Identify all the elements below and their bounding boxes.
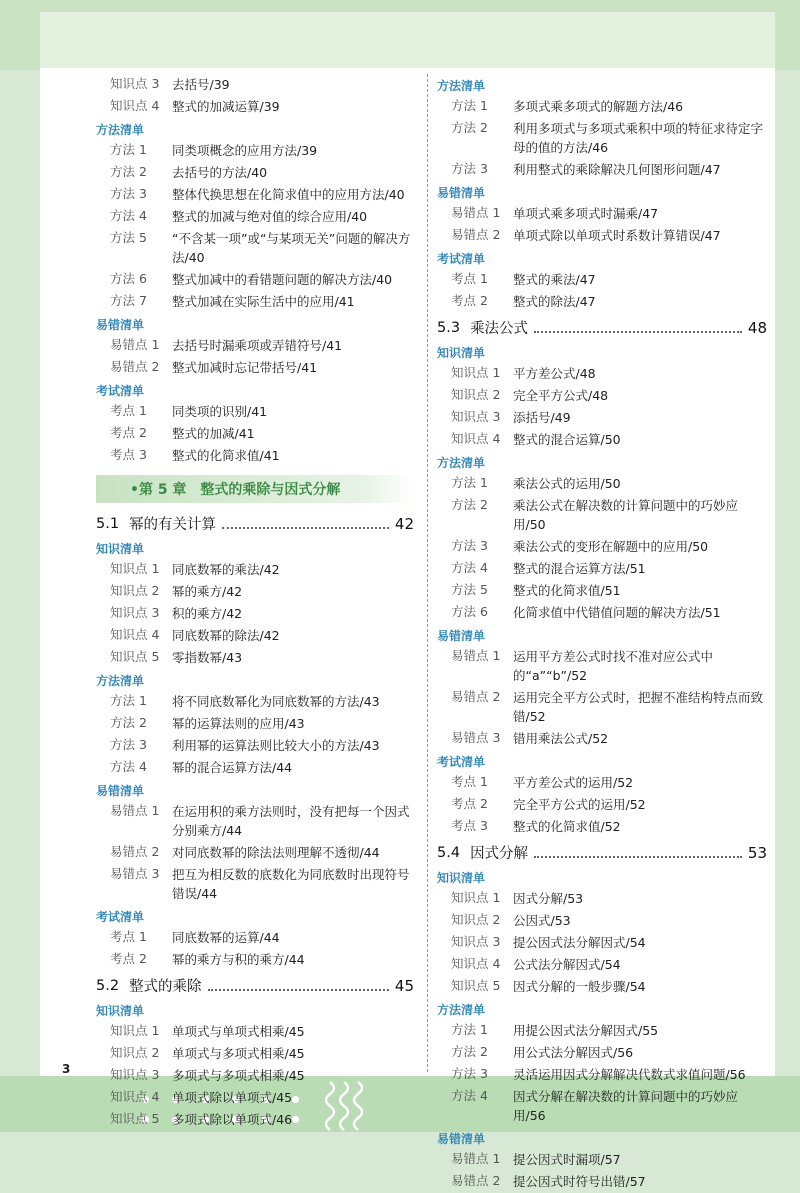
toc-entry[interactable]	[437, 728, 767, 750]
entry-code: 知识点 2	[110, 1045, 160, 1060]
entry-text: 对同底数幂的除法法则理解不透彻/44	[172, 845, 380, 860]
toc-entry[interactable]	[437, 976, 767, 998]
entry-code: 方法 1	[451, 1022, 488, 1037]
section-page: 48	[747, 318, 767, 337]
entry-code: 知识点 2	[451, 912, 501, 927]
entry-code: 知识点 5	[110, 649, 160, 664]
toc-entry[interactable]	[437, 536, 767, 558]
entry-text: 错用乘法公式/52	[513, 731, 609, 746]
category-heading: 方法清单	[437, 456, 486, 470]
entry-text: 利用幂的运算法则比较大小的方法/43	[172, 738, 380, 753]
entry-code: 知识点 4	[110, 98, 160, 113]
entry-code: 考点 3	[110, 447, 147, 462]
category-heading: 方法清单	[96, 674, 145, 688]
toc-entry[interactable]	[437, 1149, 767, 1171]
category-heading: 易错清单	[437, 629, 486, 643]
entry-code: 方法 1	[110, 142, 147, 157]
entry-code: 方法 4	[110, 208, 147, 223]
category-heading: 知识清单	[437, 871, 486, 885]
toc-entry[interactable]	[437, 954, 767, 976]
entry-code: 方法 3	[110, 737, 147, 752]
entry-text: 运用平方差公式时找不准对应公式中的“a”“b”/52	[513, 649, 714, 683]
entry-text: 整式的加减/41	[172, 426, 255, 441]
entry-code: 知识点 3	[451, 934, 501, 949]
dot-leader	[534, 856, 742, 858]
page-number: 3	[62, 1062, 71, 1076]
entry-text: 灵活运用因式分解解决代数式求值问题/56	[513, 1067, 746, 1082]
entry-code: 易错点 2	[110, 844, 160, 859]
toc-entry[interactable]	[437, 602, 767, 624]
section-page: 42	[394, 514, 414, 533]
toc-entry[interactable]	[96, 96, 414, 118]
entry-text: 单项式除以单项式/45	[172, 1090, 293, 1105]
toc-entry[interactable]	[96, 864, 414, 905]
entry-code: 考点 1	[110, 929, 147, 944]
section-title: 整式的乘除	[129, 979, 202, 995]
toc-entry[interactable]	[437, 1020, 767, 1042]
toc-entry[interactable]	[96, 269, 414, 291]
entry-text: 同底数幂的运算/44	[172, 930, 280, 945]
section-page: 45	[394, 976, 414, 995]
toc-entry[interactable]	[437, 118, 767, 159]
entry-text: 提公因式时漏项/57	[513, 1152, 621, 1167]
toc-entry[interactable]	[437, 1086, 767, 1127]
entry-code: 易错点 3	[451, 730, 501, 745]
toc-entry[interactable]	[96, 74, 414, 96]
toc-entry[interactable]	[96, 335, 414, 357]
entry-code: 知识点 4	[110, 627, 160, 642]
entry-text: 整式的乘法/47	[513, 272, 596, 287]
section-heading[interactable]	[96, 971, 414, 999]
entry-code: 考点 1	[110, 403, 147, 418]
toc-entry[interactable]	[437, 580, 767, 602]
category-heading: 易错清单	[437, 186, 486, 200]
entry-code: 方法 3	[451, 1066, 488, 1081]
toc-entry[interactable]	[437, 558, 767, 580]
entry-text: 将不同底数幂化为同底数幂的方法/43	[172, 694, 380, 709]
toc-entry[interactable]	[96, 184, 414, 206]
entry-text: 整式的除法/47	[513, 294, 596, 309]
dot-leader	[222, 527, 389, 529]
entry-code: 知识点 1	[451, 890, 501, 905]
entry-code: 方法 2	[110, 715, 147, 730]
toc-entry[interactable]	[96, 228, 414, 269]
category-heading: 考试清单	[437, 755, 486, 769]
entry-code: 知识点 2	[451, 387, 501, 402]
toc-entry[interactable]	[437, 646, 767, 687]
toc-entry[interactable]	[96, 1065, 414, 1087]
entry-text: 同类项概念的应用方法/39	[172, 143, 318, 158]
entry-code: 考点 3	[451, 818, 488, 833]
entry-code: 考点 1	[451, 774, 488, 789]
toc-entry[interactable]	[437, 1064, 767, 1086]
toc-entry[interactable]	[96, 603, 414, 625]
section-heading[interactable]	[96, 509, 414, 537]
entry-code: 考点 2	[110, 951, 147, 966]
toc-entry[interactable]	[96, 291, 414, 313]
entry-text: 单项式除以单项式时系数计算错误/47	[513, 228, 721, 243]
section-number: 5.4	[437, 844, 461, 861]
entry-text: 因式分解在解决数的计算问题中的巧妙应用/56	[513, 1089, 739, 1123]
entry-code: 知识点 3	[110, 605, 160, 620]
toc-entry[interactable]	[437, 772, 767, 794]
toc-entry[interactable]	[96, 559, 414, 581]
entry-text: 整式的混合运算方法/51	[513, 561, 646, 576]
entry-text: 因式分解/53	[513, 891, 584, 906]
toc-entry[interactable]	[437, 932, 767, 954]
entry-text: 平方差公式的运用/52	[513, 775, 634, 790]
entry-text: 单项式与多项式相乘/45	[172, 1046, 305, 1061]
entry-text: 利用多项式与多项式乘积中项的特征求待定字母的值的方法/46	[513, 121, 764, 155]
toc-entry[interactable]	[96, 162, 414, 184]
toc-entry[interactable]	[96, 757, 414, 779]
toc-entry[interactable]	[96, 445, 414, 467]
entry-code: 知识点 5	[451, 978, 501, 993]
toc-entry[interactable]	[437, 429, 767, 451]
entry-text: 积的乘方/42	[172, 606, 243, 621]
toc-entry[interactable]	[437, 269, 767, 291]
toc-entry[interactable]	[437, 407, 767, 429]
entry-code: 易错点 2	[451, 227, 501, 242]
toc-entry[interactable]	[96, 625, 414, 647]
entry-code: 方法 6	[110, 271, 147, 286]
toc-entry[interactable]	[437, 794, 767, 816]
entry-code: 知识点 3	[451, 409, 501, 424]
entry-text: 零指数幂/43	[172, 650, 243, 665]
entry-code: 方法 2	[451, 120, 488, 135]
entry-code: 易错点 2	[451, 1173, 501, 1188]
toc-entry[interactable]	[437, 159, 767, 181]
entry-code: 方法 2	[110, 164, 147, 179]
entry-code: 知识点 4	[451, 956, 501, 971]
entry-text: 乘法公式在解决数的计算问题中的巧妙应用/50	[513, 498, 739, 532]
section-number: 5.1	[96, 515, 120, 532]
top-decoration	[0, 0, 800, 70]
column-divider	[427, 74, 428, 1072]
section-page: 53	[747, 843, 767, 862]
entry-text: 运用完全平方公式时，把握不准结构特点而致错/52	[513, 690, 764, 724]
entry-code: 方法 2	[451, 497, 488, 512]
toc-entry[interactable]	[96, 140, 414, 162]
toc-entry[interactable]	[96, 801, 414, 842]
entry-code: 知识点 4	[451, 431, 501, 446]
entry-text: 整式的混合运算/50	[513, 432, 621, 447]
entry-code: 易错点 1	[451, 648, 501, 663]
entry-code: 知识点 1	[451, 365, 501, 380]
entry-text: 乘法公式的变形在解题中的应用/50	[513, 539, 709, 554]
entry-code: 方法 4	[451, 560, 488, 575]
entry-code: 知识点 4	[110, 1089, 160, 1104]
entry-code: 考点 2	[451, 796, 488, 811]
entry-text: 平方差公式/48	[513, 366, 596, 381]
entry-text: 添括号/49	[513, 410, 571, 425]
toc-entry[interactable]	[437, 473, 767, 495]
entry-text: 利用整式的乘除解决几何图形问题/47	[513, 162, 721, 177]
entry-text: 同底数幂的除法/42	[172, 628, 280, 643]
toc-entry[interactable]	[96, 206, 414, 228]
entry-code: 方法 5	[451, 582, 488, 597]
entry-text: 整式加减中的看错题问题的解决方法/40	[172, 272, 393, 287]
entry-code: 易错点 1	[110, 803, 160, 818]
entry-text: 去括号的方法/40	[172, 165, 268, 180]
entry-text: 单项式与单项式相乘/45	[172, 1024, 305, 1039]
entry-text: 去括号时漏乘项或弄错符号/41	[172, 338, 343, 353]
toc-entry[interactable]	[96, 1087, 414, 1109]
toc-entry[interactable]	[437, 385, 767, 407]
toc-entry[interactable]	[437, 888, 767, 910]
entry-code: 考点 1	[451, 271, 488, 286]
entry-text: 多项式除以单项式/46	[172, 1112, 293, 1127]
entry-code: 方法 2	[451, 1044, 488, 1059]
entry-text: 多项式乘多项式的解题方法/46	[513, 99, 684, 114]
entry-text: 乘法公式的运用/50	[513, 476, 621, 491]
toc-entry[interactable]	[437, 203, 767, 225]
entry-text: 同类项的识别/41	[172, 404, 268, 419]
category-heading: 考试清单	[96, 910, 145, 924]
category-heading: 方法清单	[96, 123, 145, 137]
entry-code: 方法 6	[451, 604, 488, 619]
category-heading: 方法清单	[437, 1003, 486, 1017]
category-heading: 知识清单	[96, 542, 145, 556]
entry-code: 方法 1	[451, 475, 488, 490]
entry-text: 整式的加减与绝对值的综合应用/40	[172, 209, 368, 224]
entry-code: 方法 1	[110, 693, 147, 708]
entry-code: 方法 4	[110, 759, 147, 774]
entry-text: 用提公因式法分解因式/55	[513, 1023, 659, 1038]
toc-entry[interactable]	[437, 291, 767, 313]
entry-code: 知识点 1	[110, 1023, 160, 1038]
entry-code: 考点 2	[451, 293, 488, 308]
toc-entry[interactable]	[96, 423, 414, 445]
entry-text: 把互为相反数的底数化为同底数时出现符号错误/44	[172, 867, 410, 901]
toc-entry[interactable]	[96, 713, 414, 735]
entry-text: 化简求值中代错值问题的解决方法/51	[513, 605, 721, 620]
dot-leader	[208, 989, 389, 991]
toc-entry[interactable]	[96, 1043, 414, 1065]
entry-text: 去括号/39	[172, 77, 230, 92]
entry-text: 幂的乘方/42	[172, 584, 243, 599]
toc-entry[interactable]	[437, 687, 767, 728]
entry-text: 整式加减在实际生活中的应用/41	[172, 294, 355, 309]
entry-code: 考点 2	[110, 425, 147, 440]
dot-leader	[534, 331, 742, 333]
toc-entry[interactable]	[437, 495, 767, 536]
toc-entry[interactable]	[437, 96, 767, 118]
entry-code: 易错点 1	[110, 337, 160, 352]
toc-entry[interactable]	[437, 1042, 767, 1064]
entry-text: 幂的运算法则的应用/43	[172, 716, 305, 731]
toc-entry[interactable]	[96, 1109, 414, 1131]
toc-entry[interactable]	[437, 910, 767, 932]
entry-code: 方法 1	[451, 98, 488, 113]
section-title: 乘法公式	[470, 321, 529, 337]
entry-text: 整式的化简求值/51	[513, 583, 621, 598]
entry-text: “不含某一项”或“与某项无关”问题的解决方法/40	[172, 231, 411, 265]
entry-text: 整式的化简求值/41	[172, 448, 280, 463]
entry-text: 完全平方公式/48	[513, 388, 609, 403]
toc-entry[interactable]	[96, 842, 414, 864]
toc-entry[interactable]	[96, 581, 414, 603]
toc-entry[interactable]	[437, 816, 767, 838]
entry-code: 方法 4	[451, 1088, 488, 1103]
entry-text: 幂的乘方与积的乘方/44	[172, 952, 305, 967]
entry-text: 整式的化简求值/52	[513, 819, 621, 834]
entry-code: 知识点 3	[110, 76, 160, 91]
entry-text: 因式分解的一般步骤/54	[513, 979, 646, 994]
entry-code: 易错点 1	[451, 205, 501, 220]
toc-entry[interactable]	[437, 363, 767, 385]
category-heading: 易错清单	[96, 784, 145, 798]
toc-entry[interactable]	[96, 927, 414, 949]
entry-code: 易错点 3	[110, 866, 160, 881]
entry-code: 知识点 5	[110, 1111, 160, 1126]
entry-text: 在运用积的乘方法则时，没有把每一个因式分别乘方/44	[172, 804, 410, 838]
toc-entry[interactable]	[96, 357, 414, 379]
entry-text: 整体代换思想在化简求值中的应用方法/40	[172, 187, 405, 202]
entry-code: 易错点 2	[110, 359, 160, 374]
toc-entry[interactable]	[96, 691, 414, 713]
section-number: 5.3	[437, 319, 461, 336]
entry-code: 易错点 2	[451, 689, 501, 704]
entry-text: 单项式乘多项式时漏乘/47	[513, 206, 659, 221]
entry-code: 方法 5	[110, 230, 147, 245]
category-heading: 易错清单	[96, 318, 145, 332]
toc-entry[interactable]	[96, 1021, 414, 1043]
toc-entry[interactable]	[96, 735, 414, 757]
entry-text: 同底数幂的乘法/42	[172, 562, 280, 577]
entry-text: 完全平方公式的运用/52	[513, 797, 646, 812]
entry-text: 多项式与多项式相乘/45	[172, 1068, 305, 1083]
entry-code: 知识点 1	[110, 561, 160, 576]
category-heading: 易错清单	[437, 1132, 486, 1146]
entry-text: 整式的加减运算/39	[172, 99, 280, 114]
category-heading: 方法清单	[437, 79, 486, 93]
section-title: 幂的有关计算	[129, 517, 217, 533]
category-heading: 考试清单	[437, 252, 486, 266]
section-title: 因式分解	[470, 846, 529, 862]
category-heading: 知识清单	[96, 1004, 145, 1018]
entry-text: 整式加减时忘记带括号/41	[172, 360, 318, 375]
toc-entry[interactable]	[96, 949, 414, 971]
entry-text: 公因式/53	[513, 913, 571, 928]
entry-code: 知识点 3	[110, 1067, 160, 1082]
toc-entry[interactable]	[96, 401, 414, 423]
entry-code: 知识点 2	[110, 583, 160, 598]
toc-entry[interactable]	[437, 225, 767, 247]
entry-code: 方法 7	[110, 293, 147, 308]
entry-text: 提公因式法分解因式/54	[513, 935, 646, 950]
toc-entry[interactable]	[96, 647, 414, 669]
entry-code: 易错点 1	[451, 1151, 501, 1166]
entry-text: 幂的混合运算方法/44	[172, 760, 293, 775]
section-number: 5.2	[96, 977, 120, 994]
entry-text: 用公式法分解因式/56	[513, 1045, 634, 1060]
entry-text: 公式法分解因式/54	[513, 957, 621, 972]
entry-code: 方法 3	[110, 186, 147, 201]
toc-right-column	[437, 74, 767, 1193]
chapter-heading[interactable]: •第 5 章 整式的乘除与因式分解	[96, 475, 414, 503]
entry-code: 方法 3	[451, 538, 488, 553]
category-heading: 考试清单	[96, 384, 145, 398]
section-heading[interactable]	[437, 313, 767, 341]
entry-text: 提公因式时符号出错/57	[513, 1174, 646, 1189]
category-heading: 知识清单	[437, 346, 486, 360]
section-heading[interactable]	[437, 838, 767, 866]
toc-entry[interactable]	[437, 1171, 767, 1193]
toc-left-column	[96, 74, 414, 1131]
entry-code: 方法 3	[451, 161, 488, 176]
